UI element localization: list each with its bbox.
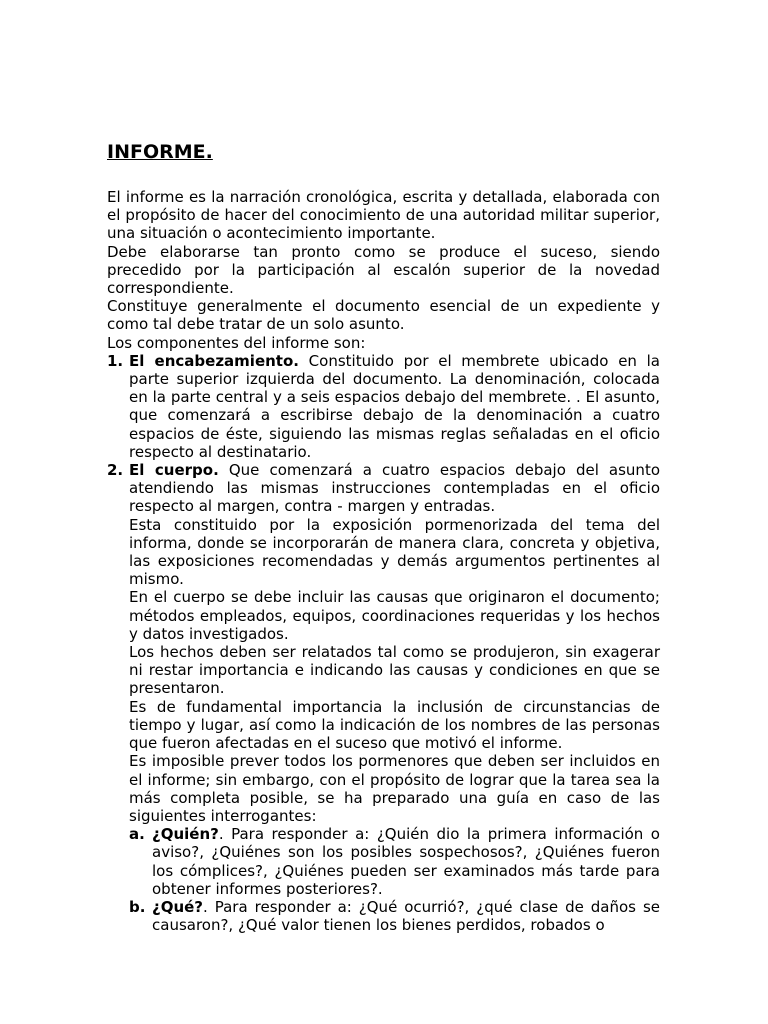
list-marker: b. xyxy=(129,897,146,916)
question-text: . Para responder a: ¿Quién dio la primera información o aviso?, ¿Quiénes son los posibles sospechosos?, ¿Quiénes fueron los cómplices?, ¿Quiénes pueden ser examinados más tarde para obtener informes posteriores?. xyxy=(152,825,660,898)
component-item-encabezamiento xyxy=(107,352,660,461)
document-title: INFORME. xyxy=(107,141,213,163)
body-paragraph: Esta constituido por la exposición pormenorizada del tema del informa, donde se incorporarán de manera clara, concreta y objetiva, las exposiciones recomendadas y demás argumentos pertinentes al mismo. xyxy=(129,515,660,589)
component-item-cuerpo xyxy=(107,461,660,934)
question-heading: ¿Quién? xyxy=(152,825,219,844)
list-marker: a. xyxy=(129,825,145,844)
question-item-que xyxy=(129,898,660,934)
body-paragraph: En el cuerpo se debe incluir las causas que originaron el documento; métodos empleados, equipos, coordinaciones requeridas y los hechos y datos investigados. xyxy=(129,588,660,643)
component-heading: El cuerpo. xyxy=(129,461,219,480)
intro-paragraph: Debe elaborarse tan pronto como se produce el suceso, siendo precedido por la participación al escalón superior de la novedad correspondiente. xyxy=(107,242,660,298)
component-text: Que comenzará a cuatro espacios debajo del asunto atendiendo las mismas instrucciones contempladas en el oficio respecto al margen, contra - margen y entradas. xyxy=(129,461,661,516)
question-paragraph xyxy=(152,825,660,898)
intro-paragraph: Constituye generalmente el documento esencial de un expediente y como tal debe tratar de un solo asunto. xyxy=(107,297,660,334)
component-heading: El encabezamiento. xyxy=(129,351,299,370)
component-text: Constituido por el membrete ubicado en la parte superior izquierda del documento. La denominación, colocada en la parte central y a seis espacios debajo del membrete. . El asunto, que comenzará a escribirse debajo de la denominación a cuatro espacios de éste, siguiendo las mismas reglas señaladas en el oficio respecto al destinatario. xyxy=(129,351,660,461)
component-paragraph xyxy=(129,352,660,461)
list-marker: 1. xyxy=(107,351,124,370)
document-body xyxy=(107,188,660,934)
list-marker: 2. xyxy=(107,461,124,480)
body-paragraph: Es de fundamental importancia la inclusión de circunstancias de tiempo y lugar, así como la indicación de los nombres de las personas que fueron afectadas en el suceso que motivó el informe. xyxy=(129,697,660,753)
question-paragraph xyxy=(152,898,660,934)
body-paragraph: Los hechos deben ser relatados tal como se produjeron, sin exagerar ni restar importancia e indicando las causas y condiciones en que se presentaron. xyxy=(129,643,660,698)
question-heading: ¿Qué? xyxy=(152,897,204,916)
component-paragraph xyxy=(129,461,660,516)
intro-paragraph: El informe es la narración cronológica, escrita y detallada, elaborada con el propósito de hacer del conocimiento de una autoridad militar superior, una situación o acontecimiento importante. xyxy=(107,188,660,243)
question-item-quien xyxy=(129,825,660,898)
question-text: . Para responder a: ¿Qué ocurrió?, ¿qué clase de daños se causaron?, ¿Qué valor tienen los bienes perdidos, robados o xyxy=(152,897,660,935)
intro-paragraph: Los componentes del informe son: xyxy=(107,333,366,352)
body-paragraph: Es imposible prever todos los pormenores que deben ser incluidos en el informe; sin embargo, con el propósito de lograr que la tarea sea la más completa posible, se ha preparado una guía en caso de las siguientes interrogantes: xyxy=(129,752,660,825)
